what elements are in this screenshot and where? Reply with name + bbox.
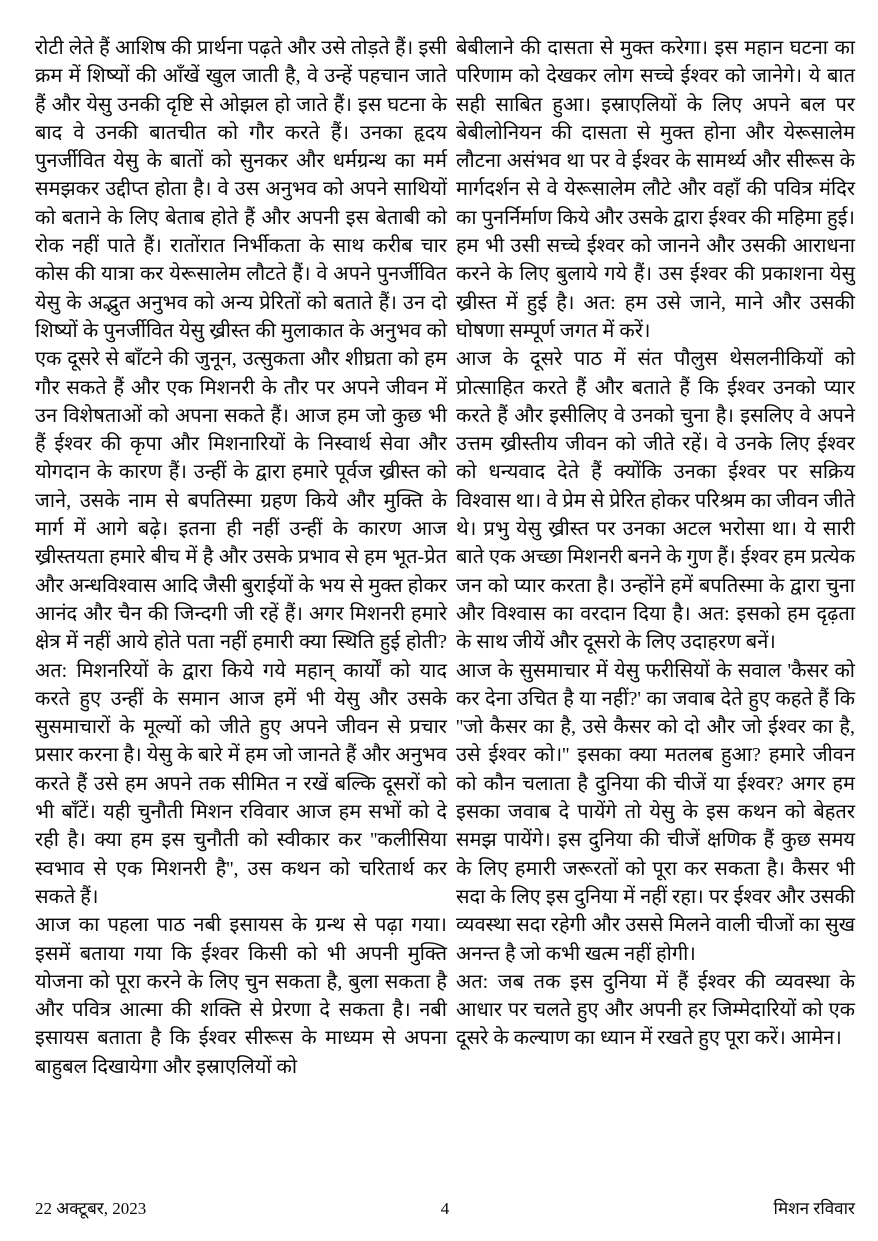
footer-section-title: मिशन रविवार bbox=[773, 1199, 855, 1218]
two-column-text-block bbox=[35, 34, 855, 1081]
paragraph: बेबीलाने की दासता से मुक्त करेगा। इस महान घटना का परिणाम को देखकर लोग सच्चे ईश्वर को जानेगे। ये बात सही साबित हुआ। इस्राएलियों के लिए अपने बल पर बेबीलोनियन की दासता से मुक्त होना और येरूसालेम लौटना असंभव था पर वे ईश्वर के सामर्थ्य और सीरूस के मार्गदर्शन से वे येरूसालेम लौटे और वहाँ की पवित्र मंदिर का पुनर्निर्माण किये और उसके द्वारा ईश्वर की महिमा हुई। हम भी उसी सच्चे ईश्वर को जानने और उसकी आराधना करने के लिए बुलाये गये हैं। उस ईश्वर की प्रकाशना येसु ख्रीस्त में हुई है। अत: हम उसे जाने, माने और उसकी घोषणा सम्पूर्ण जगत में करें। bbox=[456, 37, 855, 342]
page-footer bbox=[35, 1196, 855, 1222]
footer-page-number: 4 bbox=[440, 1199, 450, 1218]
document-page bbox=[35, 34, 855, 1081]
paragraph: रोटी लेते हैं आशिष की प्रार्थना पढ़ते और उसे तोड़ते हैं। इसी क्रम में शिष्यों की आँखें खुल जाती है, वे उन्हें पहचान जाते हैं और येसु उनकी दृष्टि से ओझल हो जाते हैं। इस घटना के बाद वे उनकी बातचीत को गौर करते हैं। उनका हृदय पुनर्जीवित येसु के बातों को सुनकर और धर्मग्रन्थ का मर्म समझकर उद्दीप्त होता है। वे उस अनुभव को अपने साथियों को बताने के लिए बेताब होते हैं और अपनी इस बेताबी को रोक नहीं पाते हैं। रातोंरात निर्भीकता के साथ करीब चार कोस की यात्रा कर येरूसालेम लौटते हैं। वे अपने पुनर्जीवित येसु के अद्भुत अनुभव को अन्य प्रेरितों को बताते हैं। उन दो शिष्यों के पुनर्जीवित येसु ख्रीस्त की मुलाकात के अनुभव को एक दूसरे से बाँटने की जुनून, उत्सुकता और शीघ्रता को हम गौर सकते हैं और एक मिशनरी के तौर पर अपने जीवन में उन विशेषताओं को अपना सकते हैं। आज हम जो कुछ भी हैं ईश्वर की कृपा और मिशनारियों के निस्वार्थ सेवा और योगदान के कारण हैं। उन्हीं के द्वारा हमारे पूर्वज ख्रीस्त को जाने, उसके नाम से बपतिस्मा ग्रहण किये और मुक्ति के मार्ग में आगे बढ़े। इतना ही नहीं उन्हीं के कारण आज ख्रीस्तयता हमारे बीच में है और उसके प्रभाव से हम भूत-प्रेत और अन्धविश्वास आदि जैसी बुराईयों के भय से मुक्त होकर आनंद और चैन की जिन्दगी जी रहें हैं। अगर मिशनरी हमारे क्षेत्र में नहीं आये होते पता नहीं हमारी क्या स्थिति हुई होती? अत: मिशनरियों के द्वारा किये गये महान् कार्यों को याद करते हुए उन्हीं के समान आज हमें भी येसु और उसके सुसमाचारों के मूल्यों को जीते हुए अपने जीवन से प्रचार प्रसार करना है। येसु के बारे में हम जो जानते हैं और अनुभव करते हैं उसे हम अपने तक सीमित न रखें बल्कि दूसरों को भी बाँटें। यही चुनौती मिशन रविवार आज हम सभों को दे रही है। क्या हम इस चुनौती को स्वीकार कर ''कलीसिया स्वभाव से एक मिशनरी है'', उस कथन को चरितार्थ कर सकते हैं। bbox=[35, 37, 447, 908]
text-column-left bbox=[35, 34, 447, 1081]
paragraph: आज के सुसमाचार में येसु फरीसियों के सवाल 'कैसर को कर देना उचित है या नहीं?' का जवाब देते हुए कहते हैं कि ''जो कैसर का है, उसे कैसर को दो और जो ईश्वर का है, उसे ईश्वर को।'' इसका क्या मतलब हुआ? हमारे जीवन को कौन चलाता है दुनिया की चीजें या ईश्वर? अगर हम इसका जवाब दे पायेंगे तो येसु के इस कथन को बेहतर समझ पायेंगे। इस दुनिया की चीजें क्षणिक हैं कुछ समय के लिए हमारी जरूरतों को पूरा कर सकता है। कैसर भी सदा के लिए इस दुनिया में नहीं रहा। पर ईश्वर और उसकी व्यवस्था सदा रहेगी और उससे मिलने वाली चीजों का सुख अनन्त है जो कभी खत्म नहीं होगी। bbox=[456, 659, 855, 965]
footer-date: 22 अक्टूबर, 2023 bbox=[35, 1199, 147, 1218]
paragraph: अत: जब तक इस दुनिया में हैं ईश्वर की व्यवस्था के आधार पर चलते हुए और अपनी हर जिम्मेदारियों को एक दूसरे के कल्याण का ध्यान में रखते हुए पूरा करें। आमेन। bbox=[456, 970, 855, 1050]
paragraph: आज के दूसरे पाठ में संत पौलुस थेसलनीकियों को प्रोत्साहित करते हैं और बताते हैं कि ईश्वर उनको प्यार करते हैं और इसीलिए वे उनको चुना है। इसलिए वे अपने उत्तम ख्रीस्तीय जीवन को जीते रहें। वे उनके लिए ईश्वर को धन्यवाद देते हैं क्योंकि उनका ईश्वर पर सक्रिय विश्वास था। वे प्रेम से प्रेरित होकर परिश्रम का जीवन जीते थे। प्रभु येसु ख्रीस्त पर उनका अटल भरोसा था। ये सारी बाते एक अच्छा मिशनरी बनने के गुण हैं। ईश्वर हम प्रत्येक जन को प्यार करता है। उन्होंने हमें बपतिस्मा के द्वारा चुना और विश्वास का वरदान दिया है। अत: इसको हम दृढ़ता के साथ जीयें और दूसरो के लिए उदाहरण बनें। bbox=[456, 348, 855, 654]
paragraph: आज का पहला पाठ नबी इसायस के ग्रन्थ से पढ़ा गया। इसमें बताया गया कि ईश्वर किसी को भी अपनी मुक्ति योजना को पूरा करने के लिए चुन सकता है, बुला सकता है और पवित्र आत्मा की शक्ति से प्रेरणा दे सकता है। नबी इसायस बताता है कि ईश्वर सीरूस के माध्यम से अपना बाहुबल दिखायेगा और इस्राएलियों को bbox=[35, 914, 447, 1078]
text-column-right bbox=[456, 34, 855, 1081]
